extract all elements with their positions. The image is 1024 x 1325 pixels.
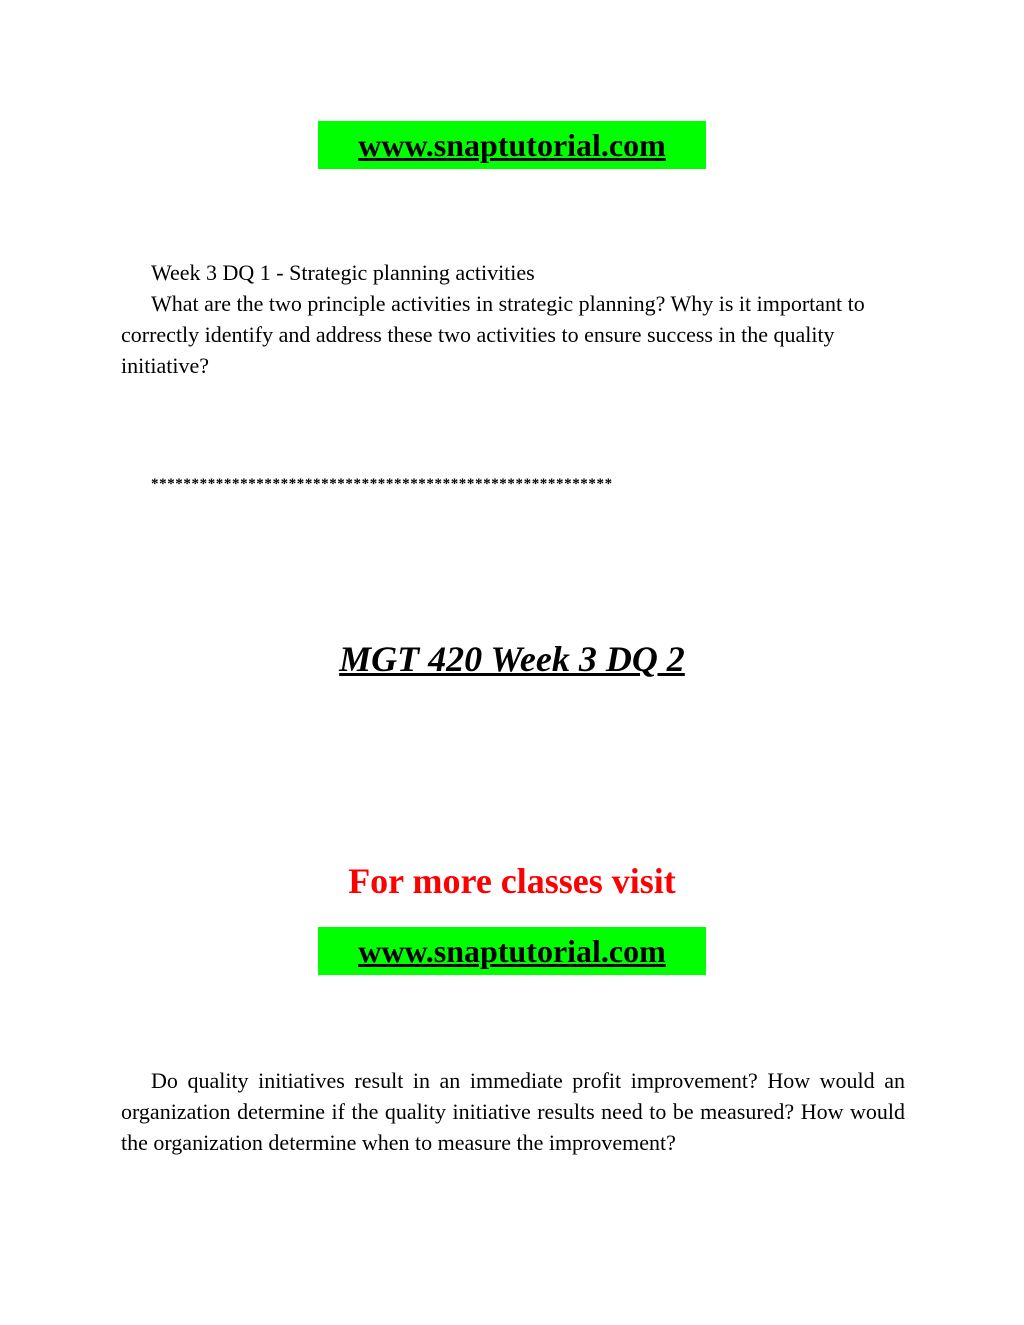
snaptutorial-link-top[interactable]: www.snaptutorial.com — [318, 121, 706, 169]
course-heading: MGT 420 Week 3 DQ 2 — [339, 639, 685, 679]
promo-heading: For more classes visit — [348, 861, 676, 901]
question-2-body: Do quality initiatives result in an immediate profit improvement? How would an organization determine if the quality initiative results need to be measured? How would the organization determine when to measure the improvement? — [121, 1068, 905, 1155]
snaptutorial-link-bottom[interactable]: www.snaptutorial.com — [318, 927, 706, 975]
separator-asterisks: ********************************************************* — [151, 476, 613, 492]
question-1-title: Week 3 DQ 1 - Strategic planning activities — [151, 260, 535, 285]
question-1-body: What are the two principle activities in strategic planning? Why is it important to correctly identify and address these two activities to ensure success in the quality initiative? — [121, 291, 865, 378]
